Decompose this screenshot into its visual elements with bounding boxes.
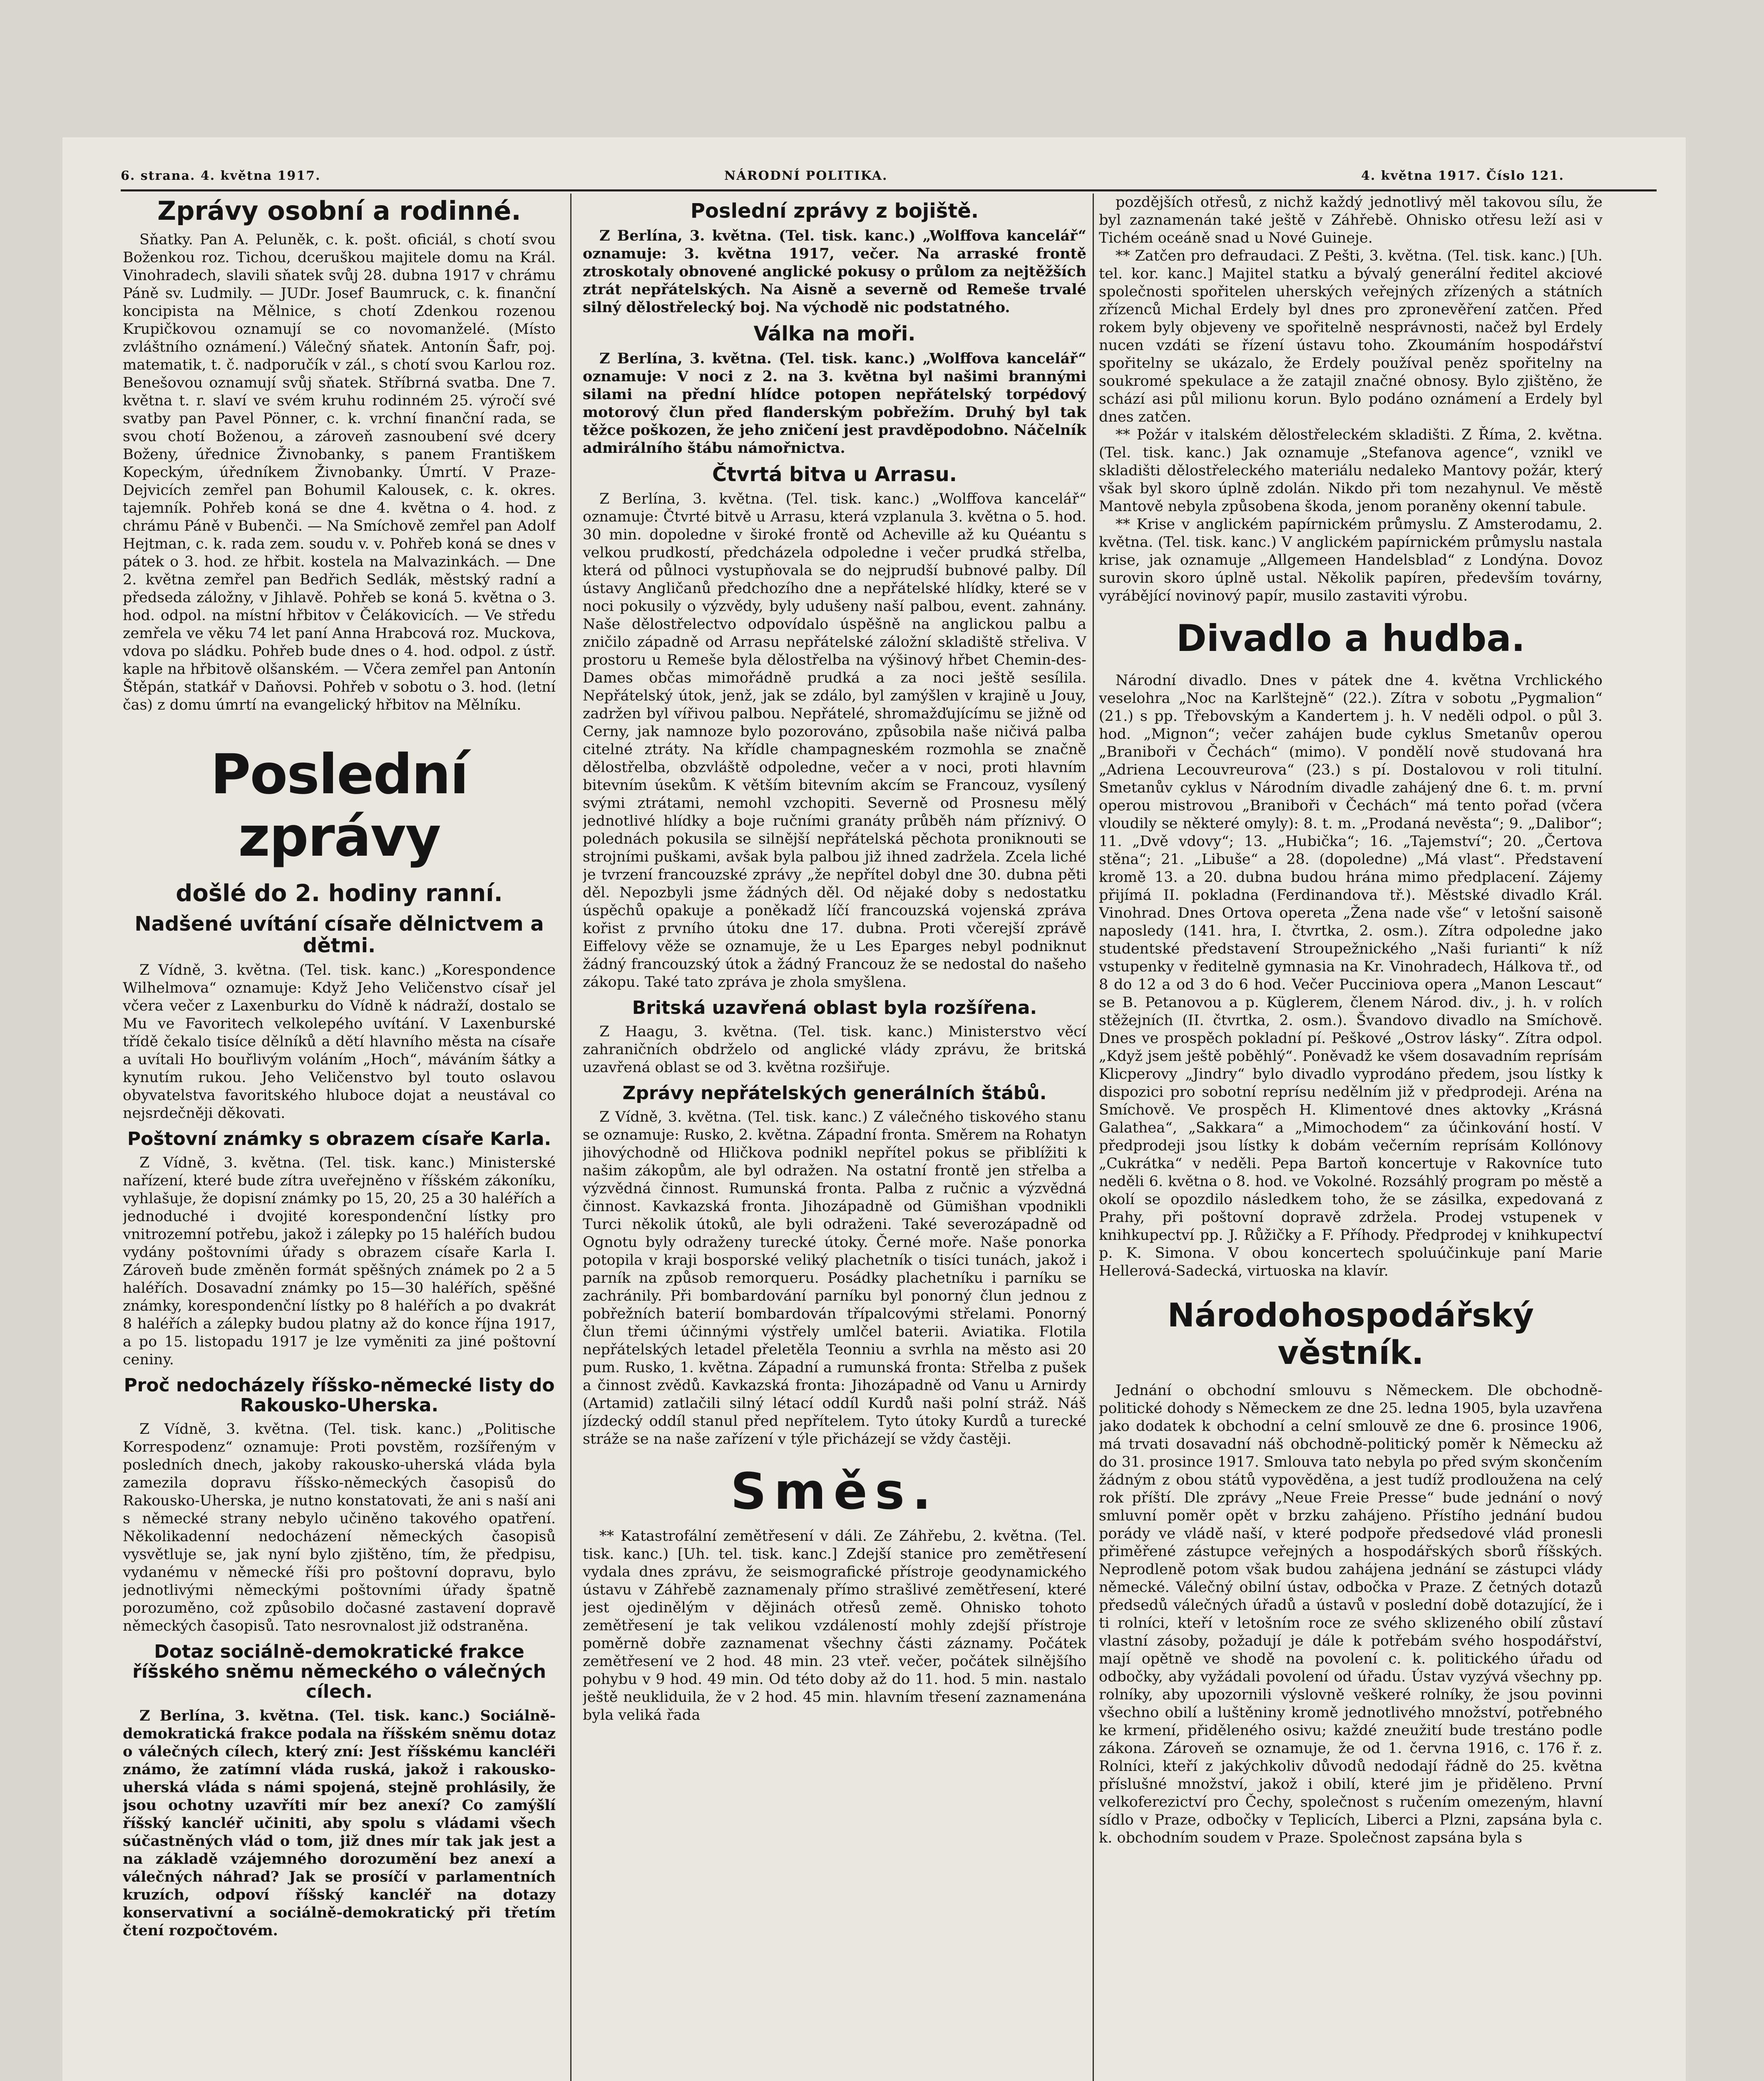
article-text: Z Vídně, 3. května. (Tel. tisk. kanc.) „Politische Korrespodenz“ oznamuje: Proti povstěm, rozšířeným v posledních dnech, jakoby rakousko-uherská vláda byla zamezila dopravu říšsko-německých časopisů do Rakousko-Uherska, je nutno konstatovati, že ani s naší ani s německé strany nebylo učiněno takového opatření. Několikadenní nedocházení německých časopisů vysvětluje se, jak nyní bylo zjištěno, tím, že předpisu, vydanému v německé říši pro poštovní dopravu, bylo jednotlivými německými poštovními úřady špatně porozuměno, což způsobilo dočasné zastavení dopravě německých časopisů. Tato nesrovnalost již odstraněna. (123, 1421, 556, 1634)
section-subtitle: došlé do 2. hodiny ranní. (176, 880, 503, 907)
header-rule (121, 189, 1657, 191)
article-heading: Válka na moři. (753, 322, 916, 345)
article-text: Z Berlína, 3. května. (Tel. tisk. kanc.) Sociálně-demokratická frakce podala na říšském sněmu dotaz o válečných cílech, který zní: Jest říšskému kancléři známo, že zatímní vláda ruská, jakož i rakousko-uherská vláda s námi spojená, stejně prohlásily, že jsou ochotny uzavříti mír bez anexí? Co zamýšlí říšský kancléř učiniti, aby spolu s vládami všech súčastněných vlád o tom, již dnes mír tak jak jest a na základě vzájemného dorozumění bez anexí a válečných náhrad? Jak se prosíčí v parlamentních kruzích, odpoví říšský kancléř na dotazy konservativní a sociálně-demokratický při třetím čtení rozpočtovém. (123, 1707, 556, 1939)
article-heading: Proč nedocházely říšsko-německé listy do Rakousko-Uherska. (124, 1375, 555, 1416)
article-text: Z Berlína, 3. května. (Tel. tisk. kanc.) „Wolffova kancelář“ oznamuje: 3. května 1917, večer. Na arraské frontě ztroskotaly obnovené anglické pokusy o průlom za nejtěžších ztrát nepřátelských. Na Aisně a severně od Remeše trvalé silný dělostřelecký boj. Na východě nic podstatného. (583, 227, 1086, 316)
article-text: ** Katastrofální zemětřesení v dáli. Ze Záhřebu, 2. května. (Tel. tisk. kanc.) [Uh. tel. tisk. kanc.] Zdejší stanice pro zemětřesení vydala dnes zprávu, že seismografické přístroje geodynamického ústavu v Záhřebě zaznamenaly přímo strašlivé zemětřesení, které jest ojedinělým v dějinách otřesů země. Ohnisko tohoto zemětřesení je tak velikou vzdáleností mohly zdejší přístroje poměrně dobře zaznamenat všechny části záznamy. Počátek zemětřesení ve 2 hod. 48 min. 23 vteř. večer, počátek silnějšího pohybu v 9 hod. 49 min. Od této doby až do 11. hod. 5 min. nastalo ještě neukliduila, že v 2 hod. 45 min. hlavním třesení zaznamenána byla veliká řada (583, 1528, 1086, 1723)
article-heading: Zprávy nepřátelských generálních štábů. (622, 1083, 1047, 1104)
article-heading: Britská uzavřená oblast byla rozšířena. (632, 997, 1037, 1018)
header-masthead: NÁRODNÍ POLITIKA. (724, 169, 888, 183)
column-rule (1093, 194, 1094, 2081)
article-text: ** Krise v anglickém papírnickém průmyslu. Z Amsterodamu, 2. května. (Tel. tisk. kanc.) V anglickém papírnickém průmyslu nastala krise, jak oznamuje „Allgemeen Handelsblad“ z Londýna. Dovoz surovin skoro úplně ustal. Několik papíren, především továrny, vyrábějící novinový papír, musilo zastaviti výrobu. (1099, 516, 1603, 604)
column-1 (123, 194, 556, 2081)
article-heading: Dotaz sociálně-demokratické frakce říšského sněmu německého o válečných cílech. (132, 1641, 546, 1702)
section-banner: Směs. (730, 1463, 939, 1521)
column-3 (1099, 194, 1603, 2081)
section-heading: Zprávy osobní a rodinné. (157, 196, 521, 226)
article-heading: Poštovní známky s obrazem císaře Karla. (127, 1128, 552, 1150)
article-text: Jednání o obchodní smlouvu s Německem. Dle obchodně-politické dohody s Německem ze dne 25. ledna 1905, byla uzavřena jako dodatek k obchodní a celní smlouvě ze dne 6. prosince 1906, má trvati dosavadní náš obchodně-politický poměr k Německu až do 31. prosince 1917. Smlouva tato nebyla po před svým skončením žádným z obou států vypověděna, a jest tudíž prodloužena na celý rok příští. Dle zprávy „Neue Freie Presse“ bude jednání o nový smluvní poměr opět v brzku zahájeno. Přístího jednání budou porády ve vládě naší, v které podpoře předsedové vlád pronesli přiměřené zástupce veřejných a hospodářských sborů říšských. Neprodleně potom však budou zahájena jednání se zástupci vlády německé. Válečný obilní ústav, odbočka v Praze. Z četných dotazů předsedů válečných úřadů a ústavů v poslední době dotazující, že i ti rolníci, kteří v letošním roce ze svého sklizeného obilí zůstaví vlastní zásoby, požadují je dále k potřebám svého hospodářství, mají opětně ve shodě na povolení c. k. politického úřadu od odbočky, aby vyžádali povolení od úřadu. Ústav vyzývá všechny pp. rolníky, aby upozornili výslovně veškeré rolníky, že jsou povinni všechno obilí a luštěniny kromě jednotlivého množství, potřebného ke krmení, přiděleného osivu; každé zneužití bude trestáno podle zákona. Zároveň se oznamuje, že od 1. června 1916, c. 176 ř. z. Rolníci, kteří z jakýchkoliv důvodů nedodají řádně do 25. května příslušné množství, jakož i obilí, které jim je přiděleno. První velkoferezictví pro Čechy, společnost s ručením omezeným, hlavní sídlo v Praze, odbočky v Teplicích, Liberci a Plzni, zapsána byla c. k. obchodním soudem v Praze. Společnost zapsána byla s (1099, 1382, 1603, 1846)
column-2 (583, 194, 1086, 2081)
column-rule (570, 194, 571, 2081)
header-page-info: 6. strana. 4. května 1917. (121, 169, 321, 183)
article-heading: Čtvrtá bitva u Arrasu. (712, 463, 957, 486)
article-text: Z Haagu, 3. května. (Tel. tisk. kanc.) Ministerstvo věcí zahraničních obdrželo od anglické vlády zprávu, že britská uzavřená oblast se od 3. května rozšiřuje. (583, 1023, 1086, 1076)
article-text: Z Vídně, 3. května. (Tel. tisk. kanc.) „Korespondence Wilhelmova“ oznamuje: Když Jeho Veličenstvo císař jel včera večer z Laxenburku do Vídně k nádraží, dostalo se Mu ve Favoritech velkolepého uvítání. V Laxenburské třídě čekalo tisíce dělníků a dětí hlavního města na císaře a uvítali Ho bouřlivým voláním „Hoch“, máváním šátky a kynutím rukou. Jeho Veličenstvo byl touto oslavou obyvatelstva favoritského hluboce dojat a neustával co nejsrdečněji děkovati. (123, 962, 556, 1122)
section-heading: Národohospodářský věstník. (1167, 1297, 1534, 1372)
article-text: ** Požár v italském dělostřeleckém skladišti. Z Říma, 2. května. (Tel. tisk. kanc.) Jak oznamuje „Stefanova agence“, vznikl ve skladišti dělostřeleckého materiálu nedaleko Mantovy požár, který však byl skoro úplně zdolán. Nikdo při tom nezahynul. Ve městě Mantově nebyla způsobena škoda, jenom poraněny okenní tabule. (1099, 427, 1603, 515)
article-heading: Nadšené uvítání císaře dělnictvem a dětmi. (134, 912, 544, 957)
article-text: ** Zatčen pro defraudaci. Z Pešti, 3. května. (Tel. tisk. kanc.) [Uh. tel. kor. kanc.] Majitel statku a bývalý generální ředitel akciové společnosti spořitelen uherských veřejných zřízených a státních zřízenců Michal Erdely byl dnes pro zpronevěření zatčen. Před rokem byly objeveny ve spořitelně nesprávnosti, načež byl Erdely nucen vzdáti se řízení ústavu toho. Zkoumáním hospodářství spořitelny se ukázalo, že Erdely používal peněz spořitelny na soukromé spekulace a že zatajil značné obnosy. Bylo zjištěno, že schází asi půl milionu korun. Bylo podáno oznámení a Erdely byl dnes zatčen. (1099, 248, 1603, 425)
header-issue-info: 4. května 1917. Číslo 121. (1361, 169, 1565, 183)
article-text: Z Berlína, 3. května. (Tel. tisk. kanc.) „Wolffova kancelář“ oznamuje: V noci z 2. na 3. května byl našimi brannými silami na přední hlídce potopen nepřátelský torpédový motorový člun před flanderským pobřežím. Druhý byl tak těžce poškozen, že jeho zničení jest pravděpodobno. Náčelník admirálního štábu námořnictva. (583, 350, 1086, 457)
section-heading: Divadlo a hudba. (1176, 617, 1525, 660)
article-text: Národní divadlo. Dnes v pátek dne 4. května Vrchlického veselohra „Noc na Karlštejně“ (22.). Zítra v sobotu „Pygmalion“ (21.) s pp. Třebovským a Kandertem j. h. V neděli odpol. o půl 3. hod. „Mignon“; večer zahájen bude cyklus Smetanův operou „Braniboři v Čechách“ (mimo). V pondělí nově studovaná hra „Adriena Lecouvreurova“ (23.) s pí. Dostalovou v roli titulní. Smetanův cyklus v Národním divadle zahájený dne 6. t. m. první operou mistrovou „Braniboři v Čechách“ má tento pořad (včera vloudily se některé omyly): 8. t. m. „Prodaná nevěsta“; 9. „Dalibor“; 11. „Dvě vdovy“; 13. „Hubička“; 16. „Tajemství“; 20. „Čertova stěna“; 21. „Libuše“ a 28. (dopoledne) „Má vlast“. Představení kromě 13. a 20. dubna budou hrána mimo předplacení. Zájemy přijímá II. pokladna (Ferdinandova tř.). Městské divadlo Král. Vinohrad. Dnes Ortova opereta „Žena nade vše“ v letošní saisoně naposledy (141. hra, I. čtvrtka, 2. osm.). Zítra odpoledne jako studentské představení Stroupežnického „Naši furianti“ k níž vstupenky v ředitelně gymnasia na Kr. Vinohradech, Hálkova tř., od 8 do 12 a od 3 do 6 hod. Večer Pucciniova opera „Manon Lescaut“ se B. Petanovou a p. Küglerem, členem Národ. div., j. h. v rolích stěžejních (II. čtvrtka, 2. osm.). Švandovo divadlo na Smíchově. Dnes ve prospěch pokladní pí. Peškové „Ostrov lásky“. Zítra odpol. „Když jsem ještě poběhlý“. Poněvadž ke všem dosavadním reprísám Klicperovy „Jindry“ bylo divadlo vyprodáno předem, jsou lístky k dispozici pro sobotní reprísu nedělním již v předprodeji. Aréna na Smíchově. Ve prospěch H. Klimentové dnes aktovky „Krásná Galathea“, „Sakkara“ a „Mimochodem“ za účinkování hostí. V předprodeji jsou lístky k dobám večerním reprísám Kollónovy „Cukrátka“ v neděli. Pepa Bartoň koncertuje v Rakovníce tuto neděli 6. května o 8. hod. ve Vokolné. Rozsáhlý program po městě a okolí se opozdilo následkem toho, že se zásilka, expedovaná z Prahy, při poštovní dopravě zdržela. Prodej vstupenek v knihkupectví pp. J. Růžičky a F. Příhody. Předprodej v knihkupectví p. K. Simona. V obou koncertech spoluúčinkuje paní Marie Hellerová-Sadecká, virtuoska na klavír. (1099, 672, 1603, 1279)
article-text: Z Berlína, 3. května. (Tel. tisk. kanc.) „Wolffova kancelář“ oznamuje: Čtvrté bitvě u Arrasu, která vzplanula 3. května o 5. hod. 30 min. dopoledne v široké frontě od Acheville až ku Quéantu s velkou prudkostí, předcházela odpoledne i večer prudká střelba, která od půlnoci vystupňovala se do nejprudší bubnové palby. Díl ústavy Angličanů předchozího dne a nepřátelské hlídky, které se v noci pokusily o výzvědy, byly udušeny naší palbou, event. zahnány. Naše dělostřelectvo odpovídalo úspěšně na anglickou palbu a zničilo západně od Arrasu nepřátelské záložní skladiště střeliva. V prostoru u Remeše byla dělostřelba na výšinový hřbet Chemin-des-Dames občas mimořádně prudká a za noci ještě sesílila. Nepřátelský útok, jenž, jak se zdálo, byl zamýšlen v krajině u Jouy, zadržen byl vířivou palbou. Nepřátelé, shromažďujícímu se jižně od Cerny, jak namnoze bylo pozorováno, způsobila naše ničivá palba citelné ztráty. Na křídle champagneském rozmohla se značně dělostřelba, obzvláště odpoledne, večer a v noci, proti hlavním bitevním úsekům. K větším bitevním akcím se Francouz, vysílený svými ztrátami, nemohl vzchopiti. Severně od Prosnesu mělý jednotlivé hlídky a boje ručními granáty průběh nám příznivý. O polednách pokusila se silnější nepřátelská pěchota proniknouti se strojními puškami, avšak byla palbou již ihned zadržela. Zcela liché je tvrzení francouzské zprávy „že nepřítel dobyl dne 30. dubna pěti děl. Nepozbyli jsme žádných děl. Od nějaké doby s nedostatku úspěchů opakuje a poněkadž líčí francouzská vojenská zpráva kořist z prvního útoku dne 17. dubna. Proti včerejší zprávě Eiffelovy věže se oznamuje, že u Les Eparges nebyl podniknut žádný francouzský útok a žádný Francouz že se nedostal do našeho zákopu. Také tato zpráva je zhola smyšlena. (583, 491, 1086, 991)
article-text: Z Vídně, 3. května. (Tel. tisk. kanc.) Ministerské nařízení, které bude zítra uveřejněno v říšském zákoníku, vyhlašuje, že dopisní známky po 15, 20, 25 a 30 haléřích a jednoduché i dvojité korespondenční lístky pro vnitrozemní potřebu, jakož i zálepky po 15 haléřích budou vydány poštovními úřady s obrazem císaře Karla I. Zároveň bude změněn formát spěšných známek po 2 a 5 haléřích. Dosavadní známky po 15—30 haléřích, spěšné známky, korespondenční lístky po 8 haléřích a po dvakrát 8 haléřích a zálepky budou platny až do konce října 1917, a po 15. listopadu 1917 je lze vyměniti za jiné poštovní ceniny. (123, 1155, 556, 1368)
section-banner: Poslední zprávy (210, 743, 468, 869)
article-heading: Poslední zprávy z bojiště. (690, 199, 979, 223)
article-text: Z Vídně, 3. května. (Tel. tisk. kanc.) Z válečného tiskového stanu se oznamuje: Rusko, 2. května. Západní fronta. Směrem na Rohatyn jihovýchodně od Hličkova podnikl nepřítel pokus se přiblížiti k našim zákopům, ale byl odražen. Na ostatní frontě jen střelba a výzvědná činnost. Rumunská fronta. Palba z ručnic a výzvědná činnost. Kavkazská fronta. Jihozápadně od Gümišhan vpodnikli Turci několik útoků, ale byli odraženi. Také severozápadně od Ognotu byly odraženy turecké útoky. Černé moře. Naše ponorka potopila v kraji bosporské veliký plachetník o tisíci tunách, jakož i parník na způsob remorqueru. Posádky plachetníku i parníku se zachránily. Při bombardování parníku byl ponorný člun jednou z pobřežních baterií bombardován třípalcovými střelami. Ponorný člun třemi účinnými výstřely umlčel baterii. Aviatika. Flotila nepřátelských letadel přeletěla Teonniu a svrhla na město asi 20 pum. Rusko, 1. května. Západní a rumunská fronta: Střelba z pušek a činnost zvědů. Kavkazská fronta: Jihozápadně od Vanu u Arnirdy (Artamid) zatlačili silný létací oddíl Kurdů naši polní stráž. Náš jízdecký oddíl stanul před nepřítelem. Tyto útoky Kurdů a turecké stráže se na naše zařízení v týle přicházejí se vždy častěji. (583, 1109, 1086, 1448)
article-text: pozdějších otřesů, z nichž každý jednotlivý měl takovou sílu, že byl zaznamenán také ještě v Záhřebě. Ohnisko otřesu leží asi v Tichém oceáně snad u Nové Guineje. (1099, 194, 1603, 246)
article-text: Sňatky. Pan A. Peluněk, c. k. pošt. oficiál, s chotí svou Boženkou roz. Tichou, dceruškou majitele domu na Král. Vinohradech, slavili sňatek svůj 28. dubna 1917 v chrámu Páně sv. Ludmily. — JUDr. Josef Baumruck, c. k. finanční koncipista na Mělnice, s chotí Zdenkou rozenou Krupičkovou oznamují se co novomanželé. (Místo zvláštního oznámení.) Válečný sňatek. Antonín Šafr, poj. matematik, t. č. nadporučík v zál., s chotí svou Karlou roz. Benešovou oznamují svůj sňatek. Stříbrná svatba. Dne 7. května t. r. slaví ve svém kruhu rodinném 25. výročí své svatby pan Pavel Pönner, c. k. vrchní finanční rada, se svou chotí Boženou, a zároveň zasnoubení své dcery Boženy, úřednice Živnobanky, s panem Františkem Kopeckým, úředníkem Živnobanky. Úmrtí. V Praze-Dejvicích zemřel pan Bohumil Kalousek, c. k. okres. tajemník. Pohřeb koná se dne 4. května o 4. hod. z chrámu Páně v Bubenči. — Na Smíchově zemřel pan Adolf Hejtman, c. k. rada zem. soudu v. v. Pohřeb koná se dnes v pátek o 3. hod. ze hřbit. kostela na Malvazinkách. — Dne 2. května zemřel pan Bedřich Sedlák, městský radní a předseda záložny, v Jihlavě. Pohřeb se koná 5. května o 3. hod. odpol. na místní hřbitov v Čelákovicích. — Ve středu zemřela ve věku 74 let paní Anna Hrabcová roz. Muckova, vdova po sládku. Pohřeb bude dnes o 4. hod. odpol. z ústř. kaple na hřbitově olšanském. — Včera zemřel pan Antonín Štěpán, statkář v Daňovsi. Pohřeb v sobotu o 3. hod. (letní čas) z domu úmrtí na evangelický hřbitov na Mělníku. (123, 231, 556, 713)
